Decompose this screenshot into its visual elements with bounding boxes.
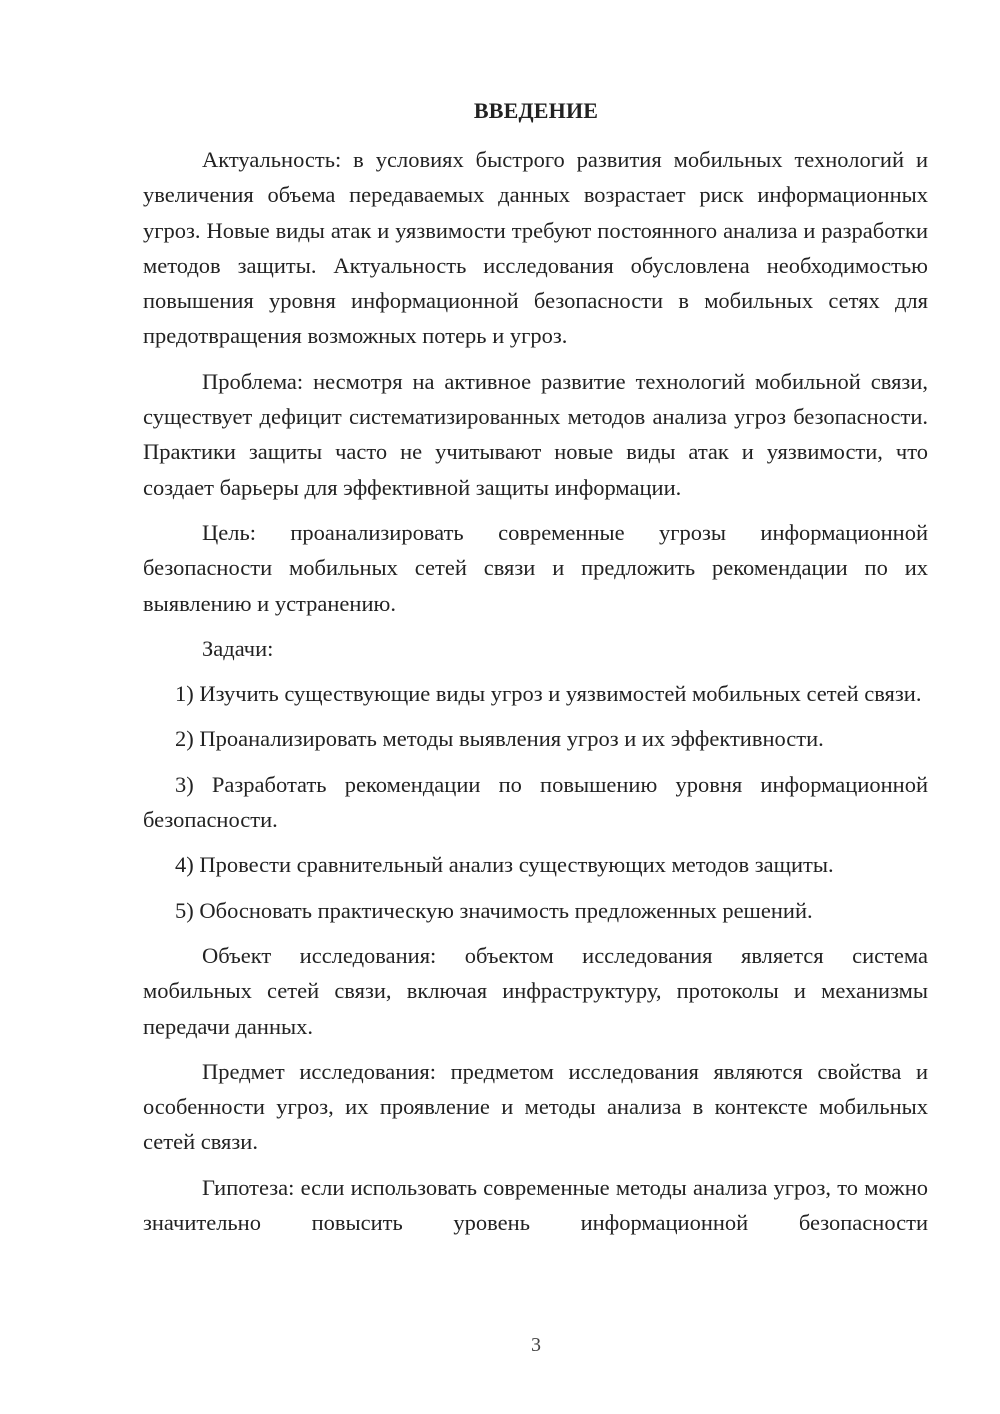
paragraph-object: Объект исследования: объектом исследования является система мобильных сетей связи, включая инфраструктуру, протоколы и механизмы передачи данных. <box>143 942 928 1039</box>
task-item-2: 2) Проанализировать методы выявления угроз и их эффективности. <box>175 726 824 752</box>
page-number: 3 <box>531 1334 541 1356</box>
paragraph-relevance: Актуальность: в условиях быстрого развития мобильных технологий и увеличения объема передаваемых данных возрастает риск информационных угроз. Новые виды атак и уязвимости требуют постоянного анализа и разработки методов защиты. Актуальность исследования обусловлена необходимостью повышения уровня информационной безопасности в мобильных сетях для предотвращения возможных потерь и угроз. <box>143 147 928 349</box>
task-item-5: 5) Обосновать практическую значимость предложенных решений. <box>175 897 813 923</box>
paragraph-subject: Предмет исследования: предметом исследования являются свойства и особенности угроз, их проявление и методы анализа в контексте мобильных сетей связи. <box>143 1058 928 1155</box>
task-item-1: 1) Изучить существующие виды угроз и уязвимостей мобильных сетей связи. <box>175 681 922 707</box>
paragraph-problem: Проблема: несмотря на активное развитие технологий мобильной связи, существует дефицит систематизированных методов анализа угроз безопасности. Практики защиты часто не учитывают новые виды атак и уязвимости, что создает барьеры для эффективной защиты информации. <box>143 368 928 500</box>
document-body <box>143 142 928 1240</box>
paragraph-hypothesis: Гипотеза: если использовать современные методы анализа угроз, то можно значительно повысить уровень информационной безопасности <box>143 1174 928 1236</box>
task-item-4: 4) Провести сравнительный анализ существующих методов защиты. <box>175 852 834 878</box>
task-item-3: 3) Разработать рекомендации по повышению уровня информационной безопасности. <box>143 771 928 833</box>
page-title: ВВЕДЕНИЕ <box>473 98 599 123</box>
paragraph-goal: Цель: проанализировать современные угрозы информационной безопасности мобильных сетей связи и предложить рекомендации по их выявлению и устранению. <box>143 519 928 616</box>
tasks-heading: Задачи: <box>202 635 274 661</box>
